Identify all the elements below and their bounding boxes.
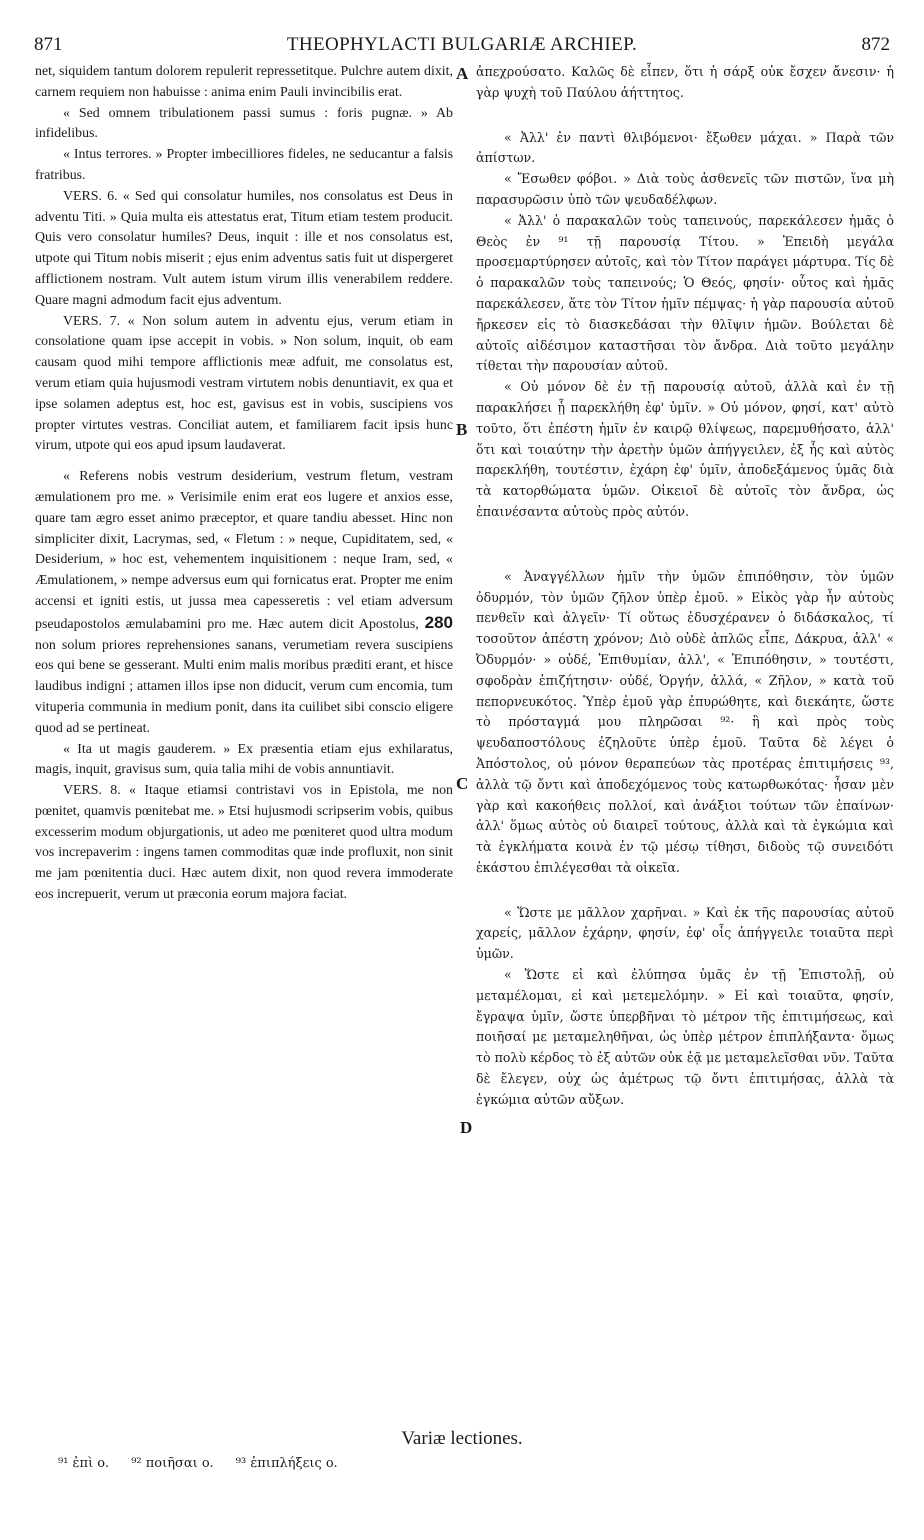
greek-paragraph: « Ὥστε εἰ καὶ ἐλύπησα ὑμᾶς ἐν τῇ Ἐπιστολῇ, οὐ μεταμέλομαι, εἰ καὶ μετεμελόμην. » Εἰ καὶ τοιαῦτα, φησίν, ἔγραψα ὑμῖν, ὥστε ὑπερβῆναι τὸ μέτρον τῆς ἐπιτιμήσεως, καὶ ποιῆσαί με μεταμεληθῆναι, ὡς ὑπὲρ μέτρον ἐπιπλήξαντα· ὅμως τὸ πολὺ κέρδος τὸ ἐξ αὐτῶν οὐκ ἐᾷ με μεταμελεῖσθαι νῦν. Ταῦτα δὲ ἔλεγεν, οὐχ ὡς ἀμέτρως τῷ ὄντι ἐπιτιμήσας, ἀλλὰ τὰ ἐγκώμια αὐτῶν αὔξων. bbox=[476, 967, 894, 1107]
latin-paragraph: VERS. 6. « Sed qui consolatur humiles, nos consolatus est Deus in adventu Titi. » Quia multa eis attestatus erat, Titum etiam testem producit. Quis vero consolatur humiles? Deus, inquit : ille et nos consolatus est, utpote qui Titum nobis miserit ; ejus enim adventus satis fuit ut dispergeret afflictionem nostram. Vult autem istum virum illis venerabilem reddere. Quare magni admodum facit ejus adventum. bbox=[35, 188, 453, 308]
section-marker-c: C bbox=[456, 774, 469, 793]
latin-paragraph: « Ita ut magis gauderem. » Ex præsentia etiam ejus exhilaratus, magis, inquit, gravisus sum, quia talia mihi de vobis annuntiavit. bbox=[35, 741, 453, 778]
section-marker-a: A bbox=[456, 64, 469, 83]
footnote: ⁹¹ ἐπὶ o. bbox=[58, 1456, 110, 1471]
latin-paragraph: net, siquidem tantum dolorem repulerit repressetitque. Pulchre autem dixit, carnem requiem non habuisse : anima enim Pauli invincibilis erat. bbox=[35, 64, 453, 100]
section-marker-d: D bbox=[460, 1118, 473, 1137]
latin-column bbox=[35, 62, 453, 906]
latin-paragraph: « Intus terrores. » Propter imbecilliores fideles, ne seducantur a falsis fratribus. bbox=[35, 147, 453, 183]
greek-paragraph: « Ὥστε με μᾶλλον χαρῆναι. » Καὶ ἐκ τῆς παρουσίας αὐτοῦ χαρείς, μᾶλλον ἐχάρην, φησίν, ἐφ' οἷς ἀπήγγειλε τοιαῦτα περὶ ὑμῶν. bbox=[476, 904, 894, 962]
footnotes bbox=[58, 1456, 356, 1471]
greek-paragraph: ἀπεχρούσατο. Καλῶς δὲ εἶπεν, ὅτι ἡ σάρξ οὐκ ἔσχεν ἄνεσιν· ἡ γὰρ ψυχὴ τοῦ Παύλου ἀήττητος. bbox=[476, 64, 894, 100]
latin-paragraph: VERS. 8. « Itaque etiamsi contristavi vos in Epistola, me non pœnitet, quamvis pœnitebat me. » Etsi hujusmodi scripserim vobis, quibus excesserim modum objurgationis, ut adeo me pœniteret quod ultra modum vos increpaverim : ingens tamen commoditas quæ inde profluxit, non sinit me jam pœnitentia duci. Hæc autem dixit, non quod revera immoderate eos increpuerit, verum ut præconia eorum majora faciat. bbox=[35, 783, 453, 903]
latin-paragraph: VERS. 7. « Non solum autem in adventu ejus, verum etiam in consolatione quam ipse accepit in vobis. » Non solum, inquit, ob eam causam quod mihi tempore afflictionis meæ adfuit, me consolatus est, verum etiam quia hujusmodi vestram virtutem nobis denuntiavit, ex qua et ipse solamen adeptus est, hoc est, gavisus est in vobis, suscipiens vos propter virtutes vestras. Conciliat autem, et familiarem facit ipsis hunc virum, utpote qui eos apud ipsum laudaverat. bbox=[35, 313, 453, 454]
greek-paragraph: « Ἔσωθεν φόβοι. » Διὰ τοὺς ἀσθενεῖς τῶν πιστῶν, ἵνα μὴ παρασυρῶσιν ὑπὸ τῶν ψευδαδέλφων. bbox=[476, 171, 894, 207]
page-header bbox=[34, 34, 890, 58]
greek-column bbox=[476, 62, 894, 1111]
latin-text: « Referens nobis vestrum desiderium, vestrum fletum, vestram æmulationem pro me. » Verisimile enim erat eos lugere et anxios esse, quare tam ægro esset animo præceptor, et quare tandiu abesset. Hinc non simpliciter dixit, Lacrymas, sed, « Fletum : » neque, Cupiditatem, sed, « Desiderium, » hoc est, vehementem inquisitionem : neque Iram, sed, « Æmulationem, » nempe adversus eum qui fornicatus erat. Propter me enim accensi et igniti estis, ut jussa mea capesseretis : vel etiam adversum pseudapostolos æmulabamini pro me. Hæc autem dicit Apostolus, bbox=[35, 469, 453, 632]
latin-paragraph: « Sed omnem tribulationem passi sumus : foris pugnæ. » Ab infidelibus. bbox=[35, 105, 453, 142]
latin-paragraph bbox=[35, 467, 453, 739]
greek-paragraph: « Ἀλλ' ὁ παρακαλῶν τοὺς ταπεινούς, παρεκάλεσεν ἡμᾶς ὁ Θεὸς ἐν ⁹¹ τῇ παρουσίᾳ Τίτου. » Ἐπειδὴ μεγάλα προσεμαρτύρησεν αὐτοῖς, καὶ τὸν Τίτον παράγει μάρτυρα. Τίς δὲ ὁ παρακαλῶν τοὺς ταπεινούς; Ὁ Θεός, φησίν· οὗτος καὶ ἡμᾶς παρεκάλεσεν, ἅτε τὸν Τίτον ἡμῖν πέμψας· ἡ γὰρ παρουσία αὐτοῦ ἤρκεσεν εἰς τὸ διασκεδάσαι τὴν θλῖψιν ἡμῶν. Βούλεται δὲ αὐτοῖς αἰδέσιμον καταστῆσαι τὸν ἄνδρα. Διὰ τοῦτο μεγάλην τίθεται τὴν παρουσίαν αὐτοῦ. bbox=[476, 212, 894, 374]
variae-lectiones-heading: Variæ lectiones. bbox=[401, 1428, 523, 1449]
footnote: ⁹³ ἐπιπλήξεις o. bbox=[235, 1456, 338, 1471]
greek-paragraph: « Ἀναγγέλλων ἡμῖν τὴν ὑμῶν ἐπιπόθησιν, τὸν ὑμῶν ὀδυρμόν, τὸν ὑμῶν ζῆλον ὑπὲρ ἐμοῦ. » Εἰκὸς γὰρ ἦν αὐτοὺς πενθεῖν καὶ ἀλγεῖν· Τί οὕτως ἐδυσχέρανεν ὁ διδάσκαλος, τί τοσοῦτον ἀπέστη χρόνον; Διὸ οὐδὲ ἁπλῶς εἶπε, Δάκρυα, ἀλλ' « Ὀδυρμόν· » οὐδέ, Ἐπιθυμίαν, ἀλλ', « Ἐπιπόθησιν, » τουτέστι, σφοδρὰν ἐπιζήτησιν· οὐδέ, Ὀργήν, ἀλλά, « Ζῆλον, » κατὰ τοῦ πεπορνευκότος. Ὑπὲρ ἐμοῦ γὰρ ἐπυρώθητε, καὶ διεκάητε, ὥστε τὸ πρόσταγμά μου πληρῶσαι ⁹²· ἢ καὶ πρὸς τοὺς ψευδαποστόλους ἐζηλοῦτε ὑπὲρ ἐμοῦ. Ταῦτα δὲ λέγει ὁ Ἀπόστολος, οὐ μόνον θεραπεύων τὰς προτέρας ἐπιτιμήσεις ⁹³, ἀλλὰ τῷ ὄντι καὶ ἀποδεχόμενος τοὺς κατωρθωκότας· ἦσαν μὲν γὰρ καὶ κακοήθεις πολλοί, καὶ ἀνάξιοι τούτων τῶν ἐπαίνων· ἀλλ' ὅμως αὐτὸς οὐ διαιρεῖ τούτους, ἀλλὰ καὶ τὰ ἐγκώμια καὶ τὰ ἐγκλήματα κοινὰ ἐν τῷ μέσῳ τίθησι, διδοὺς τῷ συνειδότι ἑκάστου ἐπιλέγεσθαι τὰ οἰκεῖα. bbox=[476, 568, 894, 875]
greek-paragraph: « Ἀλλ' ἐν παντὶ θλιβόμενοι· ἔξωθεν μάχαι. » Παρὰ τῶν ἀπίστων. bbox=[476, 129, 894, 166]
page-number-left: 871 bbox=[34, 34, 63, 55]
greek-paragraph: « Οὐ μόνον δὲ ἐν τῇ παρουσίᾳ αὐτοῦ, ἀλλὰ καὶ ἐν τῇ παρακλήσει ᾗ παρεκλήθη ἐφ' ὑμῖν. » Οὐ μόνον, φησί, κατ' αὐτὸ τοῦτο, ὅτι ἐπέστη ἡμῖν ἐν καιρῷ θλίψεως, παρεμυθήσατο, ἀλλ' ὅτι καὶ τοιαύτην τὴν ἀρετὴν ὑμῶν ἀπήγγειλεν, ἐξ ἧς καὶ αὐτὸς παρεκλήθη, τουτέστιν, ἐχάρη ἐφ' ὑμῖν, ἀποδεξάμενος ὑμᾶς διὰ τὰ κατορθώματα ὑμῶν. Οἰκειοῖ δὲ αὐτοῖς τὸν ἄνδρα, ὡς ἐπαινέσαντα αὐτοὺς πρὸς αὐτόν. bbox=[476, 379, 894, 519]
latin-text: non solum priores reprehensiones sanans, verumetiam revera suscipiens eos qui bene se gesserant. Multi enim malis moribus præditi erant, et hisce laudibus indigni ; attamen illos ipse non diducit, verum cum encomia, tum vituperia communia in medium ponit, dans ita cuilibet sibi conscio eligere quod ad se pertineat. bbox=[35, 637, 453, 736]
footnote: ⁹² ποιῆσαι o. bbox=[131, 1456, 214, 1471]
page-number-right: 872 bbox=[861, 34, 890, 55]
running-title: THEOPHYLACTI BULGARIÆ ARCHIEP. bbox=[286, 34, 638, 55]
margin-column-number: 280 bbox=[424, 612, 453, 632]
section-marker-b: B bbox=[456, 420, 468, 439]
